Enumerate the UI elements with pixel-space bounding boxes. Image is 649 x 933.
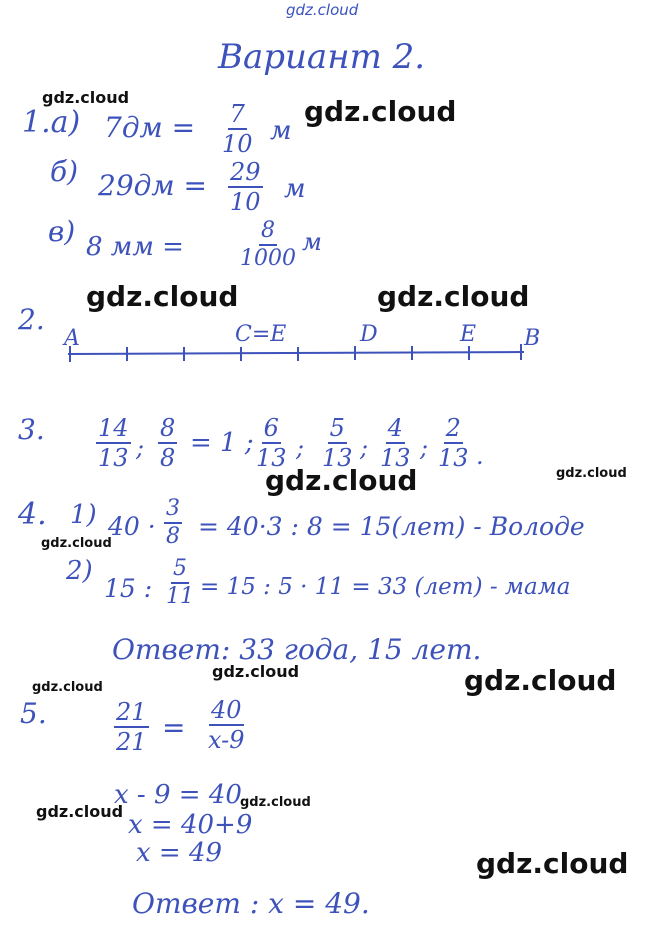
fraction-denominator: 10 <box>222 130 253 158</box>
watermark: gdz.cloud <box>86 280 239 313</box>
task-3-fraction-3 <box>256 416 287 470</box>
fraction-denominator: 8 <box>166 524 180 549</box>
task-3-fraction-6 <box>438 416 469 470</box>
task-3-fraction-4 <box>322 416 353 470</box>
task-1a-label: 1.а) <box>22 105 81 140</box>
separator: ; <box>420 434 429 462</box>
task-4-step-2-fraction <box>166 558 194 608</box>
task-5-left-fraction <box>114 700 149 754</box>
fraction-numerator: 4 <box>387 414 403 442</box>
fraction-denominator: 10 <box>230 188 261 216</box>
separator: ; <box>296 434 305 462</box>
watermark: gdz.cloud <box>265 464 418 497</box>
task-1a-fraction <box>222 102 253 156</box>
fraction-numerator: 5 <box>171 558 189 584</box>
point-e-label: E <box>460 322 477 347</box>
task-1a-unit: м <box>270 116 292 146</box>
watermark: gdz.cloud <box>36 802 124 821</box>
watermark: gdz.cloud <box>41 536 112 551</box>
task-3-fraction-5 <box>380 416 411 470</box>
task-2-label: 2. <box>18 303 45 336</box>
task-4-answer: Ответ: 33 года, 15 лет. <box>112 633 482 666</box>
page-title: Вариант 2. <box>218 37 426 77</box>
watermark: gdz.cloud <box>377 280 530 313</box>
point-d-label: D <box>360 322 378 347</box>
fraction-numerator: 2 <box>445 414 461 442</box>
task-4-step-2-result: = 15 : 5 · 11 = 33 (лет) - мама <box>200 574 571 600</box>
separator: ; <box>360 434 369 462</box>
watermark: gdz.cloud <box>212 662 300 681</box>
fraction-numerator: 21 <box>116 698 147 726</box>
fraction-denominator: 13 <box>322 444 353 472</box>
task-1a-lhs: 7дм = <box>104 111 196 144</box>
task-1b-unit: м <box>284 174 306 204</box>
watermark: gdz.cloud <box>240 795 311 810</box>
watermark: gdz.cloud <box>464 664 617 697</box>
fraction-numerator: 29 <box>230 158 261 186</box>
task-5-line-3: x = 49 <box>136 838 223 868</box>
point-ce-label: C=E <box>235 322 287 347</box>
watermark: gdz.cloud <box>556 466 627 481</box>
task-4-step-2-label: 2) <box>66 556 93 586</box>
task-4-step-1-result: = 40·3 : 8 = 15(лет) - Володе <box>198 512 585 541</box>
watermark-top: gdz.cloud <box>286 1 359 19</box>
task-5-equals: = <box>162 711 186 744</box>
watermark: gdz.cloud <box>32 680 103 695</box>
fraction-denominator: 21 <box>116 728 147 756</box>
fraction-numerator: 14 <box>98 414 129 442</box>
task-4-step-1-label: 1) <box>70 500 97 530</box>
number-line-ticks <box>70 344 521 362</box>
task-5-line-2: x = 40+9 <box>128 810 253 840</box>
task-5-right-fraction <box>208 698 245 752</box>
fraction-denominator: 8 <box>160 444 176 472</box>
point-a-label: A <box>64 326 80 351</box>
task-4-step-2-pre: 15 : <box>104 574 153 603</box>
number-line-axis <box>68 352 524 354</box>
fraction-denominator: 11 <box>166 584 194 609</box>
separator: ; <box>136 434 145 462</box>
task-4-step-1-fraction <box>164 498 182 548</box>
fraction-denominator: x-9 <box>208 726 245 754</box>
task-1v-fraction <box>240 220 296 270</box>
fraction-denominator: 13 <box>98 444 129 472</box>
fraction-denominator: 13 <box>256 444 287 472</box>
task-1b-lhs: 29дм = <box>98 169 207 202</box>
watermark: gdz.cloud <box>476 847 629 880</box>
task-5-label: 5. <box>20 697 47 730</box>
fraction-numerator: 8 <box>259 220 277 246</box>
fraction-numerator: 8 <box>160 414 176 442</box>
fraction-numerator: 6 <box>263 414 279 442</box>
fraction-numerator: 40 <box>210 696 242 724</box>
task-1v-label: в) <box>48 215 76 248</box>
fraction-numerator: 7 <box>229 100 245 128</box>
task-5-answer: Ответ : x = 49. <box>132 887 370 920</box>
equals-one: = 1 ; <box>190 428 254 458</box>
task-3-fraction-1 <box>96 416 131 470</box>
task-3-label: 3. <box>18 413 45 446</box>
point-b-label: B <box>524 326 541 351</box>
task-1b-fraction <box>228 160 263 214</box>
task-4-step-1-pre: 40 · <box>108 512 156 541</box>
fraction-denominator: 1000 <box>240 246 296 271</box>
task-3-fraction-2 <box>158 416 177 470</box>
period: . <box>476 442 484 470</box>
fraction-numerator: 3 <box>164 498 182 524</box>
task-1v-lhs: 8 мм = <box>86 232 184 262</box>
watermark: gdz.cloud <box>304 95 457 128</box>
task-1b-label: б) <box>50 155 79 188</box>
task-5-line-1: x - 9 = 40 <box>114 780 242 810</box>
task-1v-unit: м <box>302 228 322 256</box>
fraction-denominator: 13 <box>438 444 469 472</box>
fraction-numerator: 5 <box>329 414 345 442</box>
task-4-label: 4. <box>18 497 47 532</box>
fraction-denominator: 13 <box>380 444 411 472</box>
watermark: gdz.cloud <box>42 88 130 107</box>
